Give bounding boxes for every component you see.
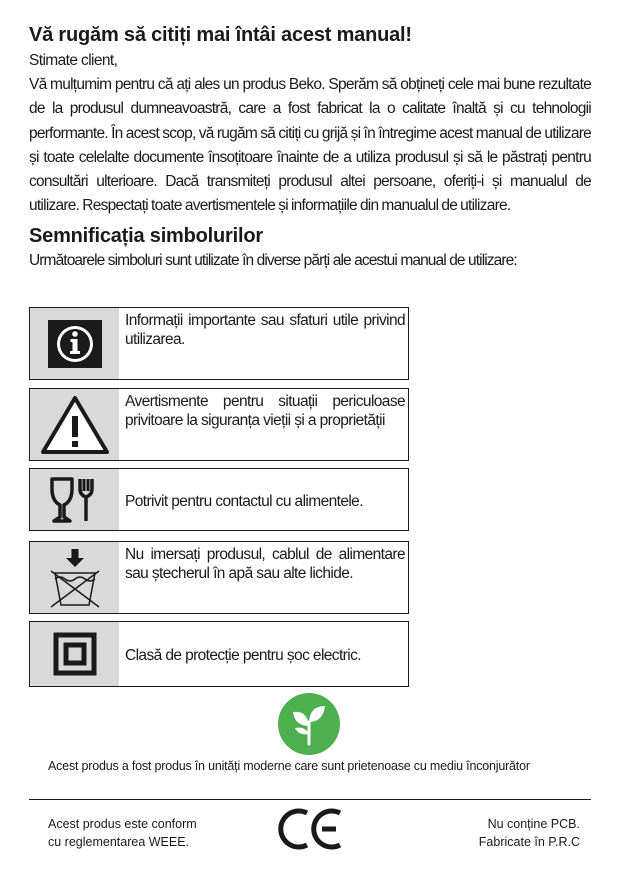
symbol-row-double-insulation xyxy=(29,621,409,687)
food-contact-icon xyxy=(30,469,119,530)
symbol-text: Informații importante sau sfaturi utile privind utilizarea. xyxy=(125,312,405,348)
symbol-text: Potrivit pentru contactul cu alimentele. xyxy=(125,492,363,510)
greeting: Stimate client, xyxy=(29,52,118,69)
ce-mark-icon xyxy=(276,806,346,857)
symbols-heading: Semnificația simbolurilor xyxy=(29,224,263,247)
footer-divider xyxy=(29,799,591,800)
symbols-intro: Următoarele simboluri sunt utilizate în diverse părți ale acestui manual de utilizare: xyxy=(29,251,517,269)
symbol-row-info xyxy=(29,307,409,380)
symbol-text: Clasă de protecție pentru șoc electric. xyxy=(125,647,361,664)
page-title: Vă rugăm să citiți mai întâi acest manual! xyxy=(29,24,412,46)
no-immersion-icon xyxy=(30,542,119,613)
symbol-row-warning xyxy=(29,388,409,461)
symbol-row-food-contact xyxy=(29,468,409,531)
weee-line-2: cu reglementarea WEEE. xyxy=(48,835,190,849)
symbol-text: Avertismente pentru situații periculoase privitoare la siguranța vieții și a proprietății xyxy=(125,393,405,429)
weee-statement xyxy=(48,815,197,851)
eco-statement: Acest produs a fost produs în unități moderne care sunt prietenoase cu mediu înconjurător xyxy=(48,759,530,773)
origin-line: Fabricate în P.R.C xyxy=(478,835,580,849)
weee-line-1: Acest produs este conform xyxy=(48,817,197,831)
manual-page xyxy=(29,24,591,272)
symbol-row-no-immersion xyxy=(29,541,409,614)
eco-leaf-icon xyxy=(277,692,341,761)
pcb-line-1: Nu conține PCB. xyxy=(487,817,580,831)
info-icon xyxy=(30,308,119,379)
double-insulation-icon xyxy=(30,622,119,686)
symbol-text: Nu imersați produsul, cablul de alimentare sau ștecherul în apă sau alte lichide. xyxy=(125,546,405,582)
pcb-statement xyxy=(479,815,580,851)
warning-icon xyxy=(30,389,119,460)
intro-paragraph: Vă mulțumim pentru că ați ales un produs Beko. Sperăm să obțineți cele mai bune rezultate de la produsul dumneavoastră, care a fost fabricat la o calitate înaltă și cu tehnologii performante. În acest scop, vă rugăm să citiți cu grijă și în întregime acest manual de utilizare și toate celelalte documente însoțitoare înainte de a utiliza produsul și să le păstrați pentru consultări ulterioare. Dacă transmiteți produsul altei persoane, oferiți-i și manualul de utilizare. Respectați toate avertismentele și informațiile din manualul de utilizare. xyxy=(29,76,591,215)
